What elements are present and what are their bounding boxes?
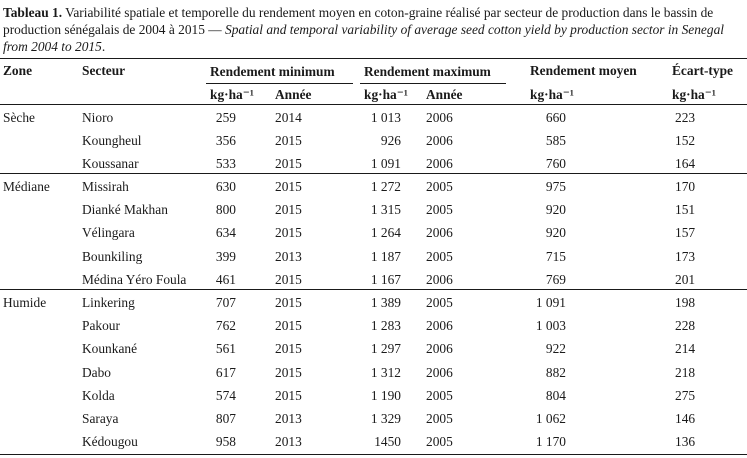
- cell-min-year: 2015: [275, 341, 302, 356]
- cell-rend-min: 574: [215, 388, 236, 403]
- cell-rend-moy: 920: [545, 202, 566, 217]
- cell-min-year: 2013: [275, 411, 302, 426]
- cell-secteur: Koussanar: [82, 156, 139, 171]
- cell-max-year: 2006: [426, 365, 453, 380]
- cell-min-year: 2014: [275, 110, 302, 125]
- cell-min-year: 2015: [275, 179, 302, 194]
- cell-rend-max: 1 329: [370, 411, 401, 426]
- cell-max-year: 2006: [426, 156, 453, 171]
- zone-label: Sèche: [3, 110, 35, 125]
- cell-max-year: 2006: [426, 341, 453, 356]
- cell-rend-max: 926: [380, 133, 401, 148]
- cell-min-year: 2015: [275, 365, 302, 380]
- header-zone: Zone: [3, 63, 33, 78]
- cell-rend-max: 1 167: [370, 272, 401, 287]
- cell-rend-max: 1 264: [370, 225, 401, 240]
- cell-max-year: 2005: [426, 202, 453, 217]
- cell-secteur: Bounkiling: [82, 249, 143, 264]
- cell-max-year: 2005: [426, 434, 453, 449]
- table-top-rule: [0, 58, 747, 59]
- cell-rend-min: 762: [215, 318, 236, 333]
- cell-ecart-type: 173: [675, 249, 696, 264]
- cell-max-year: 2006: [426, 272, 453, 287]
- subheader-min-year: Année: [275, 87, 312, 102]
- cell-rend-moy: 715: [545, 249, 566, 264]
- cell-rend-min: 399: [215, 249, 236, 264]
- cell-secteur: Missirah: [82, 179, 129, 194]
- subheader-ecart-unit: kg·ha⁻¹: [672, 87, 716, 102]
- cell-rend-moy: 804: [545, 388, 566, 403]
- cell-secteur: Pakour: [82, 318, 120, 333]
- cell-rend-min: 958: [215, 434, 236, 449]
- cell-secteur: Médina Yéro Foula: [82, 272, 187, 287]
- cell-rend-max: 1 283: [370, 318, 401, 333]
- cell-ecart-type: 218: [675, 365, 696, 380]
- cell-rend-moy: 1 170: [535, 434, 566, 449]
- cell-ecart-type: 164: [675, 156, 696, 171]
- cell-secteur: Dianké Makhan: [82, 202, 168, 217]
- group-divider-2: [0, 289, 747, 290]
- subheader-min-unit: kg·ha⁻¹: [210, 87, 254, 102]
- cell-rend-min: 356: [215, 133, 236, 148]
- cell-rend-max: 1 091: [370, 156, 401, 171]
- cell-min-year: 2015: [275, 388, 302, 403]
- rend-min-underline: [206, 83, 353, 84]
- cell-min-year: 2013: [275, 434, 302, 449]
- cell-rend-min: 707: [215, 295, 236, 310]
- cell-min-year: 2015: [275, 272, 302, 287]
- cell-rend-moy: 922: [545, 341, 566, 356]
- cell-rend-min: 533: [215, 156, 236, 171]
- caption-label: Tableau 1.: [3, 5, 63, 20]
- zone-label: Médiane: [3, 179, 50, 194]
- cell-ecart-type: 151: [675, 202, 696, 217]
- cell-secteur: Koungheul: [82, 133, 142, 148]
- cell-rend-min: 561: [215, 341, 236, 356]
- cell-rend-moy: 760: [545, 156, 566, 171]
- table-caption: [3, 4, 743, 55]
- cell-rend-min: 807: [215, 411, 236, 426]
- cell-ecart-type: 152: [675, 133, 696, 148]
- cell-ecart-type: 201: [675, 272, 696, 287]
- cell-rend-max: 1 297: [370, 341, 401, 356]
- cell-ecart-type: 170: [675, 179, 696, 194]
- header-ecart-type: Écart-type: [672, 63, 733, 78]
- cell-max-year: 2005: [426, 249, 453, 264]
- subheader-moy-unit: kg·ha⁻¹: [530, 87, 574, 102]
- cell-rend-max: 1 190: [370, 388, 401, 403]
- cell-max-year: 2005: [426, 295, 453, 310]
- cell-min-year: 2013: [275, 249, 302, 264]
- cell-max-year: 2005: [426, 388, 453, 403]
- cell-min-year: 2015: [275, 133, 302, 148]
- cell-rend-min: 634: [215, 225, 236, 240]
- cell-ecart-type: 146: [675, 411, 696, 426]
- cell-min-year: 2015: [275, 318, 302, 333]
- group-divider-1: [0, 173, 747, 174]
- cell-max-year: 2006: [426, 225, 453, 240]
- cell-rend-min: 617: [215, 365, 236, 380]
- cell-rend-min: 630: [215, 179, 236, 194]
- header-rendement-maximum: Rendement maximum: [364, 64, 491, 79]
- cell-max-year: 2006: [426, 318, 453, 333]
- caption-french: Variabilité spatiale et temporelle du rendement moyen en coton-graine réalisé par secteur de production dans le bassin de production sénégalais de 2004 à 2015 —: [3, 5, 714, 37]
- cell-rend-max: 1 013: [370, 110, 401, 125]
- header-rendement-moyen: Rendement moyen: [530, 63, 637, 78]
- header-rendement-minimum: Rendement minimum: [210, 64, 335, 79]
- cell-min-year: 2015: [275, 156, 302, 171]
- cell-rend-moy: 769: [545, 272, 566, 287]
- cell-ecart-type: 228: [675, 318, 696, 333]
- cell-rend-moy: 882: [545, 365, 566, 380]
- cell-ecart-type: 275: [675, 388, 696, 403]
- cell-min-year: 2015: [275, 202, 302, 217]
- cell-ecart-type: 198: [675, 295, 696, 310]
- subheader-max-year: Année: [426, 87, 463, 102]
- cell-rend-moy: 1 003: [535, 318, 566, 333]
- cell-rend-moy: 660: [545, 110, 566, 125]
- header-secteur: Secteur: [82, 63, 126, 78]
- cell-rend-min: 259: [215, 110, 236, 125]
- cell-rend-moy: 1 062: [535, 411, 566, 426]
- cell-rend-moy: 920: [545, 225, 566, 240]
- caption-end: .: [101, 39, 106, 54]
- cell-min-year: 2015: [275, 295, 302, 310]
- cell-secteur: Linkering: [82, 295, 135, 310]
- cell-rend-min: 461: [215, 272, 236, 287]
- cell-rend-moy: 1 091: [535, 295, 566, 310]
- cell-min-year: 2015: [275, 225, 302, 240]
- cell-rend-max: 1450: [374, 434, 401, 449]
- cell-secteur: Vélingara: [82, 225, 135, 240]
- cell-rend-moy: 585: [545, 133, 566, 148]
- cell-rend-min: 800: [215, 202, 236, 217]
- subheader-max-unit: kg·ha⁻¹: [364, 87, 408, 102]
- cell-ecart-type: 214: [675, 341, 696, 356]
- cell-max-year: 2005: [426, 411, 453, 426]
- cell-secteur: Nioro: [82, 110, 114, 125]
- cell-rend-max: 1 315: [370, 202, 401, 217]
- cell-ecart-type: 157: [675, 225, 696, 240]
- cell-ecart-type: 223: [675, 110, 696, 125]
- cell-rend-max: 1 272: [370, 179, 401, 194]
- cell-ecart-type: 136: [675, 434, 696, 449]
- cell-secteur: Dabo: [82, 365, 112, 380]
- table-bottom-rule: [0, 454, 747, 455]
- cell-secteur: Kounkané: [82, 341, 138, 356]
- cell-rend-max: 1 389: [370, 295, 401, 310]
- cell-max-year: 2006: [426, 110, 453, 125]
- caption-english: Spatial and temporal variability of average seed cotton yield by production sector in Senegal from 2004 to 2015: [3, 22, 724, 54]
- zone-label: Humide: [3, 295, 47, 310]
- cell-max-year: 2006: [426, 133, 453, 148]
- cell-secteur: Kolda: [82, 388, 115, 403]
- cell-max-year: 2005: [426, 179, 453, 194]
- cell-secteur: Kédougou: [82, 434, 138, 449]
- header-bottom-rule: [0, 104, 747, 105]
- cell-rend-moy: 975: [545, 179, 566, 194]
- rend-max-underline: [360, 83, 506, 84]
- cell-rend-max: 1 187: [370, 249, 401, 264]
- cell-secteur: Saraya: [82, 411, 119, 426]
- cell-rend-max: 1 312: [370, 365, 401, 380]
